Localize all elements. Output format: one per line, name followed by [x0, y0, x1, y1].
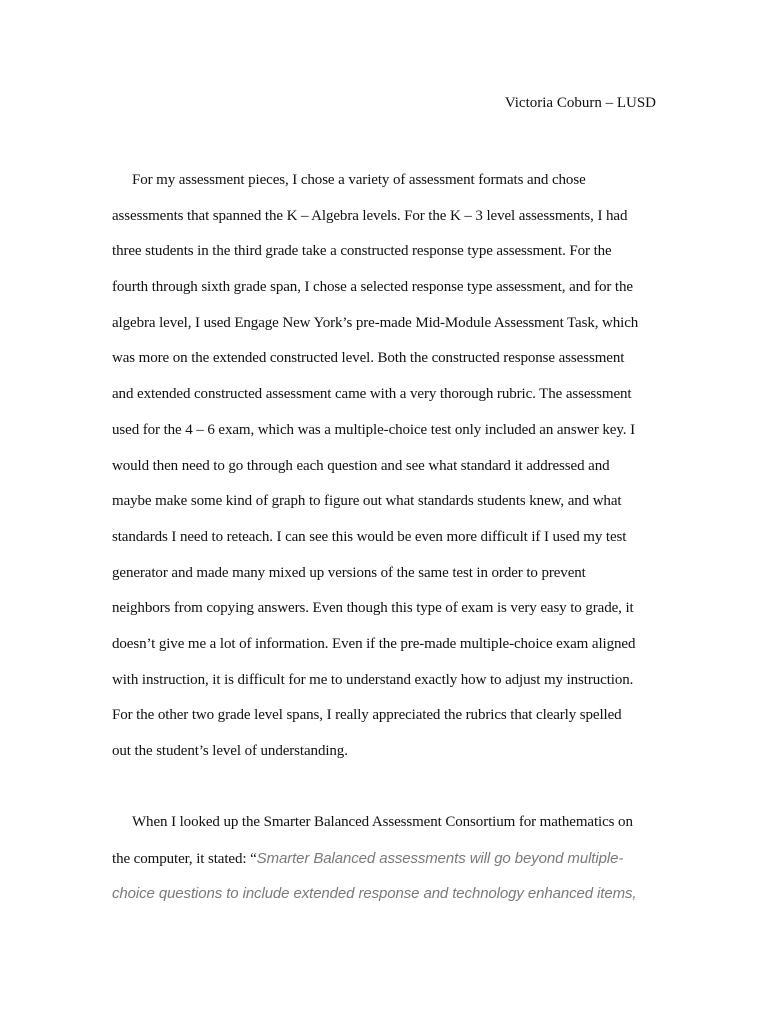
paragraph-line: was more on the extended constructed level. Both the constructed response assessment [112, 350, 625, 367]
paragraph-line: assessments that spanned the K – Algebra levels. For the K – 3 level assessments, I had [112, 207, 628, 224]
paragraph-line: maybe make some kind of graph to figure out what standards students knew, and what [112, 493, 622, 510]
paragraph-line: and extended constructed assessment came with a very thorough rubric. The assessment [112, 386, 632, 403]
paragraph-line: standards I need to reteach. I can see this would be even more difficult if I used my test [112, 528, 627, 545]
paragraph-line: neighbors from copying answers. Even though this type of exam is very easy to grade, it [112, 600, 634, 617]
author-line: Victoria Coburn – LUSD [504, 95, 656, 111]
paragraph-2 [112, 805, 660, 912]
plain-text: the computer, it stated: “ [112, 850, 257, 867]
paragraph-line: generator and made many mixed up versions of the same test in order to prevent [112, 564, 586, 581]
quoted-text: Smarter Balanced assessments will go beyond multiple- [256, 849, 624, 867]
paragraph-line: out the student’s level of understanding. [112, 743, 348, 759]
paragraph-line: When I looked up the Smarter Balanced Assessment Consortium for mathematics on [132, 814, 633, 830]
paragraph-line: doesn’t give me a lot of information. Even if the pre-made multiple-choice exam aligned [112, 635, 636, 652]
paragraph-line: three students in the third grade take a constructed response type assessment. For the [112, 243, 612, 260]
paragraph-line: would then need to go through each question and see what standard it addressed and [112, 457, 610, 474]
quoted-text: choice questions to include extended response and technology enhanced items, [112, 885, 637, 903]
paragraph-line: fourth through sixth grade span, I chose a selected response type assessment, and for the [112, 279, 633, 296]
paragraph-line: For my assessment pieces, I chose a variety of assessment formats and chose [132, 172, 586, 188]
paragraph-line: algebra level, I used Engage New York’s pre-made Mid-Module Assessment Task, which [112, 314, 639, 331]
paragraph-line [112, 841, 660, 877]
paragraph-1 [112, 163, 660, 770]
paragraph-line: with instruction, it is difficult for me to understand exactly how to adjust my instruction. [112, 671, 634, 688]
paragraph-line: For the other two grade level spans, I really appreciated the rubrics that clearly spelled [112, 707, 622, 724]
paragraph-line: used for the 4 – 6 exam, which was a multiple-choice test only included an answer key. I [112, 421, 635, 438]
paragraph-line [112, 876, 660, 912]
